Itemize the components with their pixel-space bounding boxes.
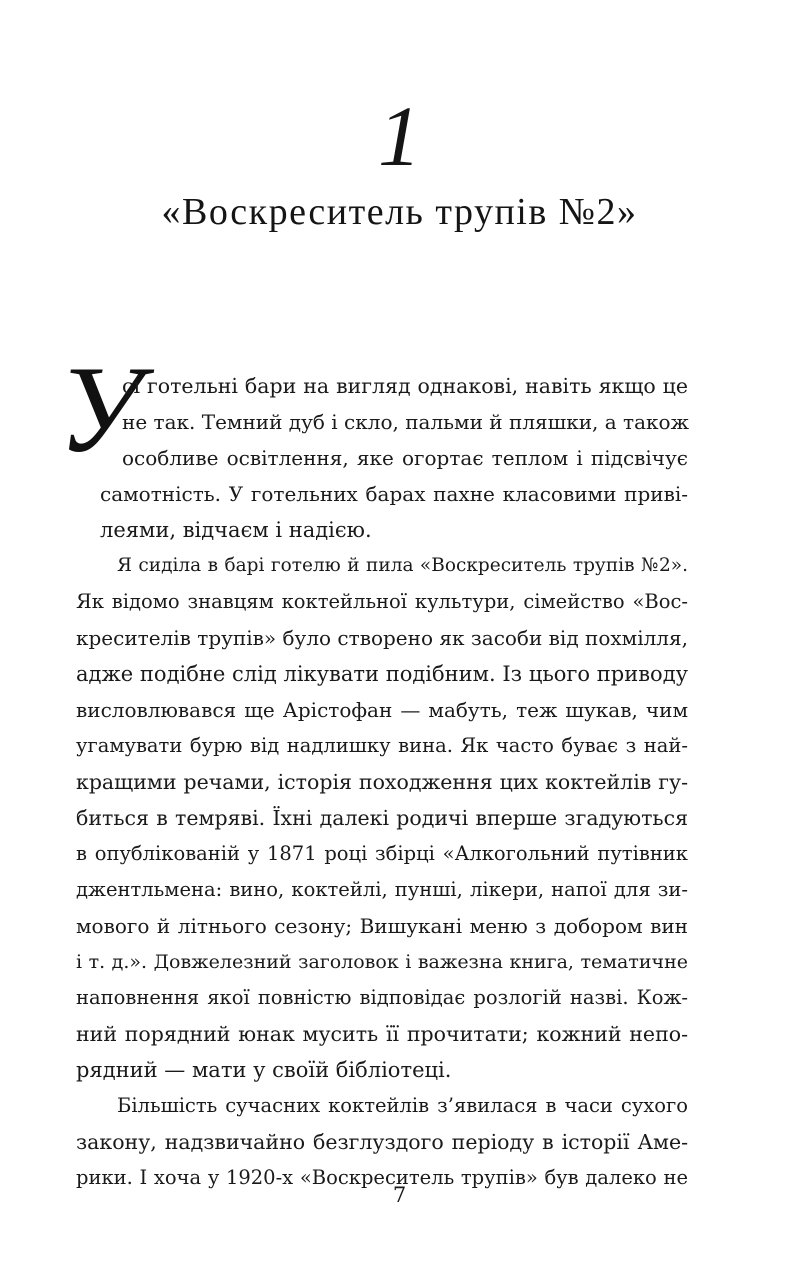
page-number: 7 bbox=[392, 1183, 407, 1207]
text-line: биться в темряві. Їхні далекі родичі вперше згадуються bbox=[76, 806, 688, 830]
text-line: самотність. У готельних барах пахне класовими приві- bbox=[100, 482, 688, 506]
text-line: кресителів трупів» було створено як засоби від похмілля, bbox=[76, 626, 688, 650]
drop-cap: У bbox=[58, 341, 142, 478]
text-line: наповнення якої повністю відповідає розлогій назві. Кож- bbox=[76, 986, 688, 1009]
chapter-title: «Воскреситель трупів №2» bbox=[161, 191, 638, 233]
text-line: і т. д.». Довжелезний заголовок і важезна книга, тематичне bbox=[76, 951, 688, 973]
text-line: не так. Темний дуб і скло, пальми й пляшки, а також bbox=[122, 410, 689, 434]
text-line: Більшість сучасних коктейлів з’явилася в часи сухого bbox=[117, 1094, 688, 1117]
text-line: Я сиділа в барі готелю й пила «Воскреситель трупів №2». bbox=[117, 555, 688, 576]
text-line: сі готельні бари на вигляд однакові, навіть якщо це bbox=[122, 374, 688, 398]
text-line: адже подібне слід лікувати подібним. Із цього приводу bbox=[76, 662, 688, 686]
text-line: кращими речами, історія походження цих коктейлів гу- bbox=[76, 770, 688, 794]
text-line: угамувати бурю від надлишку вина. Як часто буває з най- bbox=[76, 734, 688, 757]
text-line: мового й літнього сезону; Вишукані меню з добором вин bbox=[76, 914, 688, 938]
chapter-number: 1 bbox=[378, 88, 421, 184]
text-line: рики. І хоча у 1920-х «Воскреситель трупів» був далеко не bbox=[76, 1166, 688, 1189]
text-line: леями, відчаєм і надією. bbox=[100, 518, 372, 542]
text-line: висловлювався ще Арістофан — мабуть, теж шукав, чим bbox=[76, 698, 688, 722]
text-line: ний порядний юнак мусить її прочитати; кожний непо- bbox=[76, 1022, 688, 1046]
text-line: в опублікованій у 1871 році збірці «Алкогольний путівник bbox=[76, 842, 688, 865]
text-line: особливе освітлення, яке огортає теплом і підсвічує bbox=[122, 446, 688, 470]
text-line: закону, надзвичайно безглуздого періоду в історії Аме- bbox=[76, 1130, 688, 1154]
text-line: рядний — мати у своїй бібліотеці. bbox=[76, 1058, 452, 1082]
text-line: Як відомо знавцям коктейльної культури, сімейство «Вос- bbox=[76, 590, 688, 613]
text-line: джентльмена: вино, коктейлі, пунші, лікери, напої для зи- bbox=[76, 878, 688, 901]
